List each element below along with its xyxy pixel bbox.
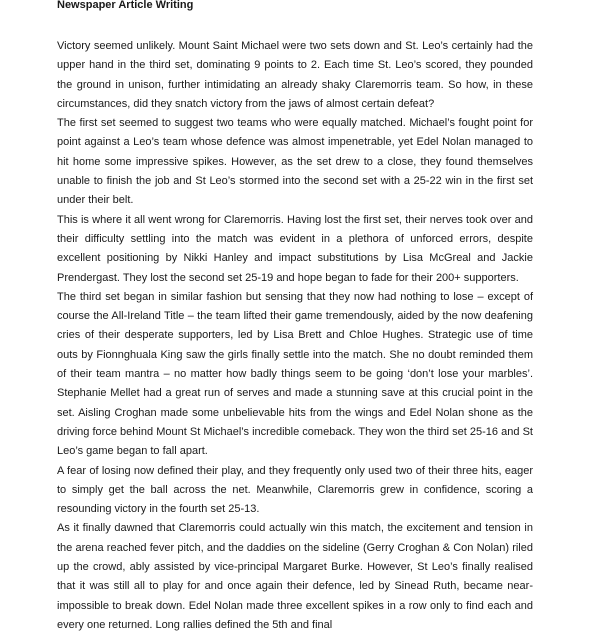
article-paragraph-2: The first set seemed to suggest two teams who were equally matched. Michael’s fought point for point against a Leo’s team whose defence was almost impenetrable, yet Edel Nolan managed to hit home some impressive spikes. However, as the set drew to a close, they found themselves unable to finish the job and St Leo’s stormed into the second set with a 25-22 win in the first set under their belt. xyxy=(57,117,533,207)
article-body xyxy=(57,37,533,635)
article-paragraph-3: This is where it all went wrong for Claremorris. Having lost the first set, their nerves took over and their difficulty settling into the match was evident in a plethora of unforced errors, despite excellent positioning by Nikki Hanley and impact substitutions by Lisa McGreal and Jackie Prendergast. They lost the second set 25-19 and hope began to fade for their 200+ supporters. xyxy=(57,213,533,284)
article-paragraph-1: Victory seemed unlikely. Mount Saint Michael were two sets down and St. Leo’s certainly had the upper hand in the third set, dominating 9 points to 2. Each time St. Leo’s scored, they pounded the ground in unison, further intimidating an already shaky Claremorris team. So how, in these circumstances, did they snatch victory from the jaws of almost certain defeat? xyxy=(57,40,533,110)
document-title: Newspaper Article Writing xyxy=(57,0,194,11)
article-paragraph-5: A fear of losing now defined their play, and they frequently only used two of their three hits, eager to simply get the ball across the net. Meanwhile, Claremorris grew in confidence, scoring a resounding victory in the fourth set 25-13. xyxy=(57,464,533,516)
article-paragraph-6: As it finally dawned that Claremorris could actually win this match, the excitement and tension in the arena reached fever pitch, and the daddies on the sideline (Gerry Croghan & Con Nolan) riled up the crowd, ably assisted by vice-principal Margaret Burke. However, St Leo’s finally realised that it was still all to play for and once again their defence, led by Sinead Ruth, became near-impossible to break down. Edel Nolan made three excellent spikes in a row only to find each and every one returned. Long rallies defined the 5th and final xyxy=(57,522,533,631)
article-paragraph-4: The third set began in similar fashion but sensing that they now had nothing to lose – except of course the All-Ireland Title – the team lifted their game tremendously, aided by the now deafening cries of their desperate supporters, led by Lisa Brett and Chloe Hughes. Strategic use of time outs by Fionnghuala King saw the girls finally settle into the match. She no doubt reminded them of their team mantra – no matter how badly things seem to be going ‘don’t lose your marbles’. Stephanie Mellet had a great run of serves and made a stunning save at this crucial point in the set. Aisling Croghan made some unbelievable hits from the wings and Edel Nolan shone as the driving force behind Mount St Michael’s incredible comeback. They won the third set 25-16 and St Leo’s game began to fall apart. xyxy=(57,290,533,458)
